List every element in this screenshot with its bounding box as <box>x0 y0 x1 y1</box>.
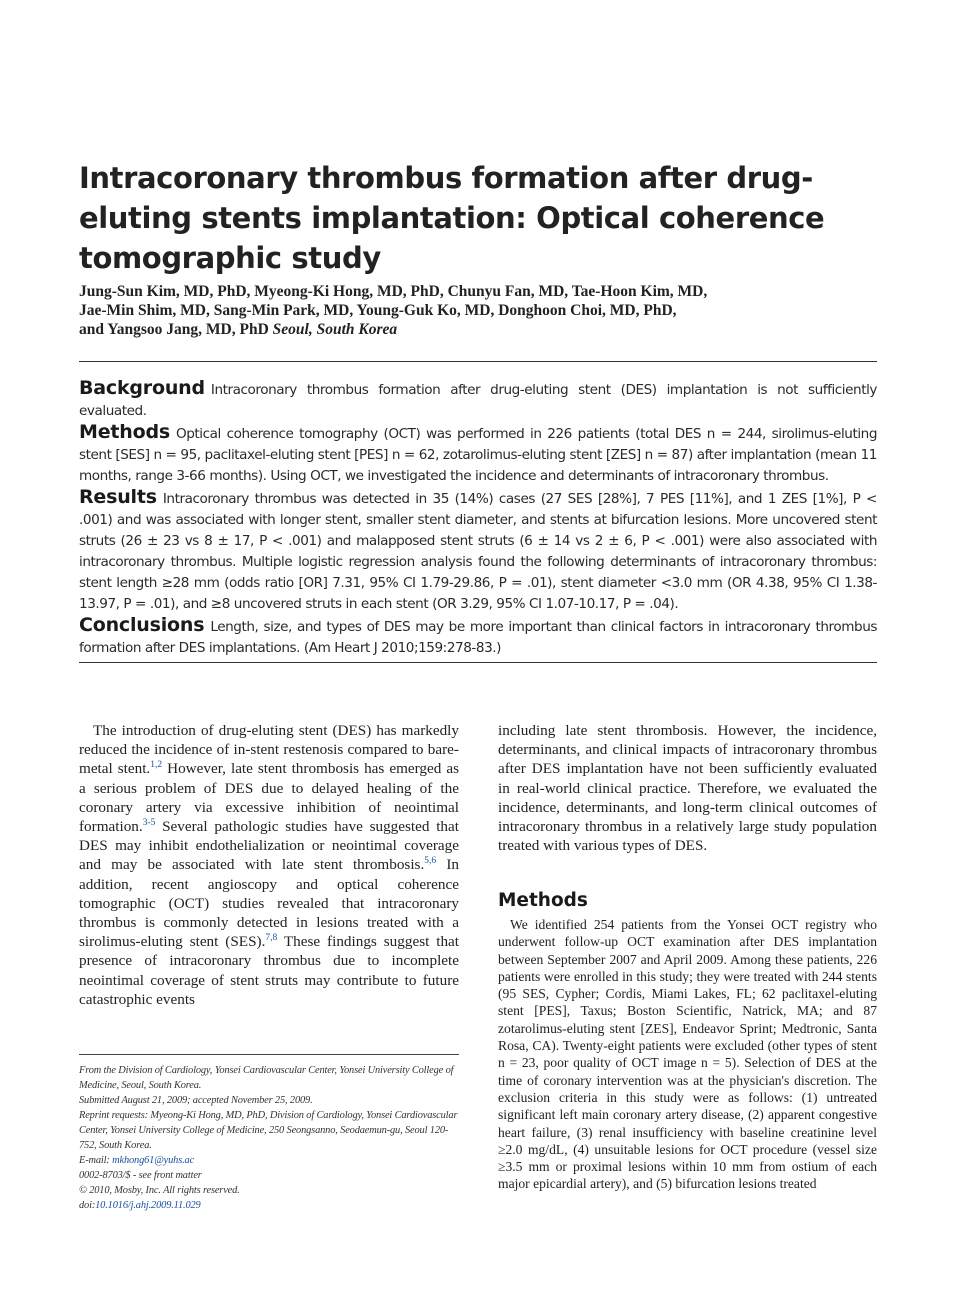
abstract-background <box>79 378 877 422</box>
abstract <box>79 378 877 659</box>
abstract-results <box>79 487 877 615</box>
citation-link[interactable]: 1,2 <box>150 760 163 771</box>
citation-link[interactable]: 3-5 <box>142 817 156 828</box>
citation-link[interactable]: 5,6 <box>424 856 437 867</box>
abstract-text: Optical coherence tomography (OCT) was performed in 226 patients (total DES n = 244, sirolimus-eluting stent [SES] n = 95, paclitaxel-eluting stent [PES] n = 62, zotarolimus-eluting stent [ZES] n = 87) after implantation (mean 11 months, range 3-66 months). Using OCT, we investigated the incidence and determinants of intracoronary thrombus. <box>79 426 877 484</box>
intro-text: In addition, recent angioscopy and optical coherence tomographic (OCT) studies revealed that intracoronary thrombus is commonly detected in lesions treated with a sirolimus-eluting stent (SES). <box>79 856 459 951</box>
authors-line <box>79 320 879 339</box>
intro-continuation: including late stent thrombosis. However, the incidence, determinants, and clinical impacts of intracoronary thrombus after DES implantation have not been sufficiently evaluated in real-world clinical practice. Therefore, we evaluated the incidence, determinants, and long-term clinical outcomes of intracoronary thrombus in a relatively large study population treated with various types of DES. <box>498 722 877 855</box>
footnote-copyright: © 2010, Mosby, Inc. All rights reserved. <box>79 1185 240 1196</box>
abstract-heading: Conclusions <box>79 614 205 636</box>
abstract-heading: Background <box>79 377 205 399</box>
abstract-top-rule <box>79 361 877 362</box>
abstract-conclusions <box>79 615 877 659</box>
doi-link[interactable]: 10.1016/j.ahj.2009.11.029 <box>95 1200 201 1211</box>
authors-line: Jung-Sun Kim, MD, PhD, Myeong-Ki Hong, MD, PhD, Chunyu Fan, MD, Tae-Hoon Kim, MD, <box>79 283 708 300</box>
footnote-doi <box>79 1198 461 1213</box>
footnote-email <box>79 1153 461 1168</box>
abstract-bottom-rule <box>79 662 877 663</box>
footnote-issn: 0002-8703/$ - see front matter <box>79 1170 202 1181</box>
abstract-text: Intracoronary thrombus was detected in 35 (14%) cases (27 SES [28%], 7 PES [11%], and 1 ZES [1%], P < .001) and was associated with longer stent, smaller stent diameter, and stents at bifurcation lesions. More uncovered stent struts (26 ± 23 vs 8 ± 17, P < .001) and malapposed stent struts (6 ± 14 vs 2 ± 6, P < .001) were also associated with intracoronary thrombus. Multiple logistic regression analysis found the following determinants of intracoronary thrombus: stent length ≥28 mm (odds ratio [OR] 7.31, 95% CI 1.79-29.86, P = .01), stent diameter <3.0 mm (OR 4.38, 95% CI 1.38-13.97, P = .01), and ≥8 uncovered struts in each stent (OR 3.29, 95% CI 1.07-10.17, P = .04). <box>79 491 877 612</box>
abstract-heading: Methods <box>79 421 170 443</box>
footnotes <box>79 1063 461 1213</box>
methods-heading: Methods <box>498 890 588 911</box>
email-label: E-mail: <box>79 1155 113 1166</box>
abstract-heading: Results <box>79 486 157 508</box>
intro-text: However, late stent thrombosis has emerged as a serious problem of DES due to delayed healing of the coronary artery via excessive inhibition of neointimal formation. <box>79 760 460 836</box>
intro-paragraph <box>79 721 459 1009</box>
authors-line-text: and Yangsoo Jang, MD, PhD <box>79 321 269 338</box>
doi-label: doi: <box>79 1200 96 1211</box>
abstract-text: Length, size, and types of DES may be more important than clinical factors in intracoronary thrombus formation after DES implantations. (Am Heart J 2010;159:278-83.) <box>79 619 877 656</box>
footnote-reprint: Reprint requests: Myeong-Ki Hong, MD, PhD, Division of Cardiology, Yonsei Cardiovascular Center, Yonsei University College of Medicine, 250 Seongsanno, Seodaemun-gu, Seoul 120-752, South Korea. <box>79 1110 458 1151</box>
footnote-affiliation: From the Division of Cardiology, Yonsei Cardiovascular Center, Yonsei University College of Medicine, Seoul, South Korea. <box>79 1065 454 1091</box>
citation-link[interactable]: 7,8 <box>265 933 278 944</box>
methods-paragraph: We identified 254 patients from the Yonsei OCT registry who underwent follow-up OCT examination after DES implantation between September 2007 and April 2009. Among these patients, 226 patients were enrolled in this study; they were treated with 244 stents (95 SES, Cypher; Cordis, Miami Lakes, FL; 62 paclitaxel-eluting stent [PES], Taxus; Boston Scientific, Natrick, MA; and 87 zotarolimus-eluting stent [ZES], Endeavor Sprint; Medtronic, Santa Rosa, CA). Twenty-eight patients were excluded (other types of stent n = 23, poor quality of OCT image n = 5). Selection of DES at the time of coronary intervention was at the physician's discretion. The exclusion criteria in this study were as follows: (1) untreated significant left main coronary artery disease, (2) apparent congestive heart failure, (3) renal insufficiency with baseline creatinine level ≥2.0 mg/dL, (4) unsuitable lesions for OCT procedure (vessel size ≥3.5 mm or proximal lesions within 10 mm from ostium of each major epicardial artery), and (5) bifurcation lesions treated <box>498 917 877 1192</box>
author-list <box>79 282 879 339</box>
article-title: Intracoronary thrombus formation after drug-eluting stents implantation: Optical coherence tomographic study <box>79 161 825 275</box>
footnote-submitted: Submitted August 21, 2009; accepted November 25, 2009. <box>79 1095 313 1106</box>
footnote-rule <box>79 1054 459 1055</box>
intro-text: The introduction of drug-eluting stent (DES) has markedly reduced the incidence of in-stent restenosis compared to bare-metal stent. <box>79 722 459 778</box>
abstract-text: Intracoronary thrombus formation after drug-eluting stent (DES) implantation is not sufficiently evaluated. <box>79 382 877 419</box>
email-link[interactable]: mkhong61@yuhs.ac <box>112 1155 195 1166</box>
author-location: Seoul, South Korea <box>272 321 398 338</box>
intro-text: These findings suggest that presence of intracoronary thrombus due to incomplete neointimal coverage of stent struts may contribute to future catastrophic events <box>79 933 460 1008</box>
intro-text: Several pathologic studies have suggested that DES may inhibit endothelialization or neointimal coverage and may be associated with late stent thrombosis. <box>79 818 459 874</box>
authors-line: Jae-Min Shim, MD, Sang-Min Park, MD, Young-Guk Ko, MD, Donghoon Choi, MD, PhD, <box>79 302 677 319</box>
abstract-methods <box>79 422 877 487</box>
